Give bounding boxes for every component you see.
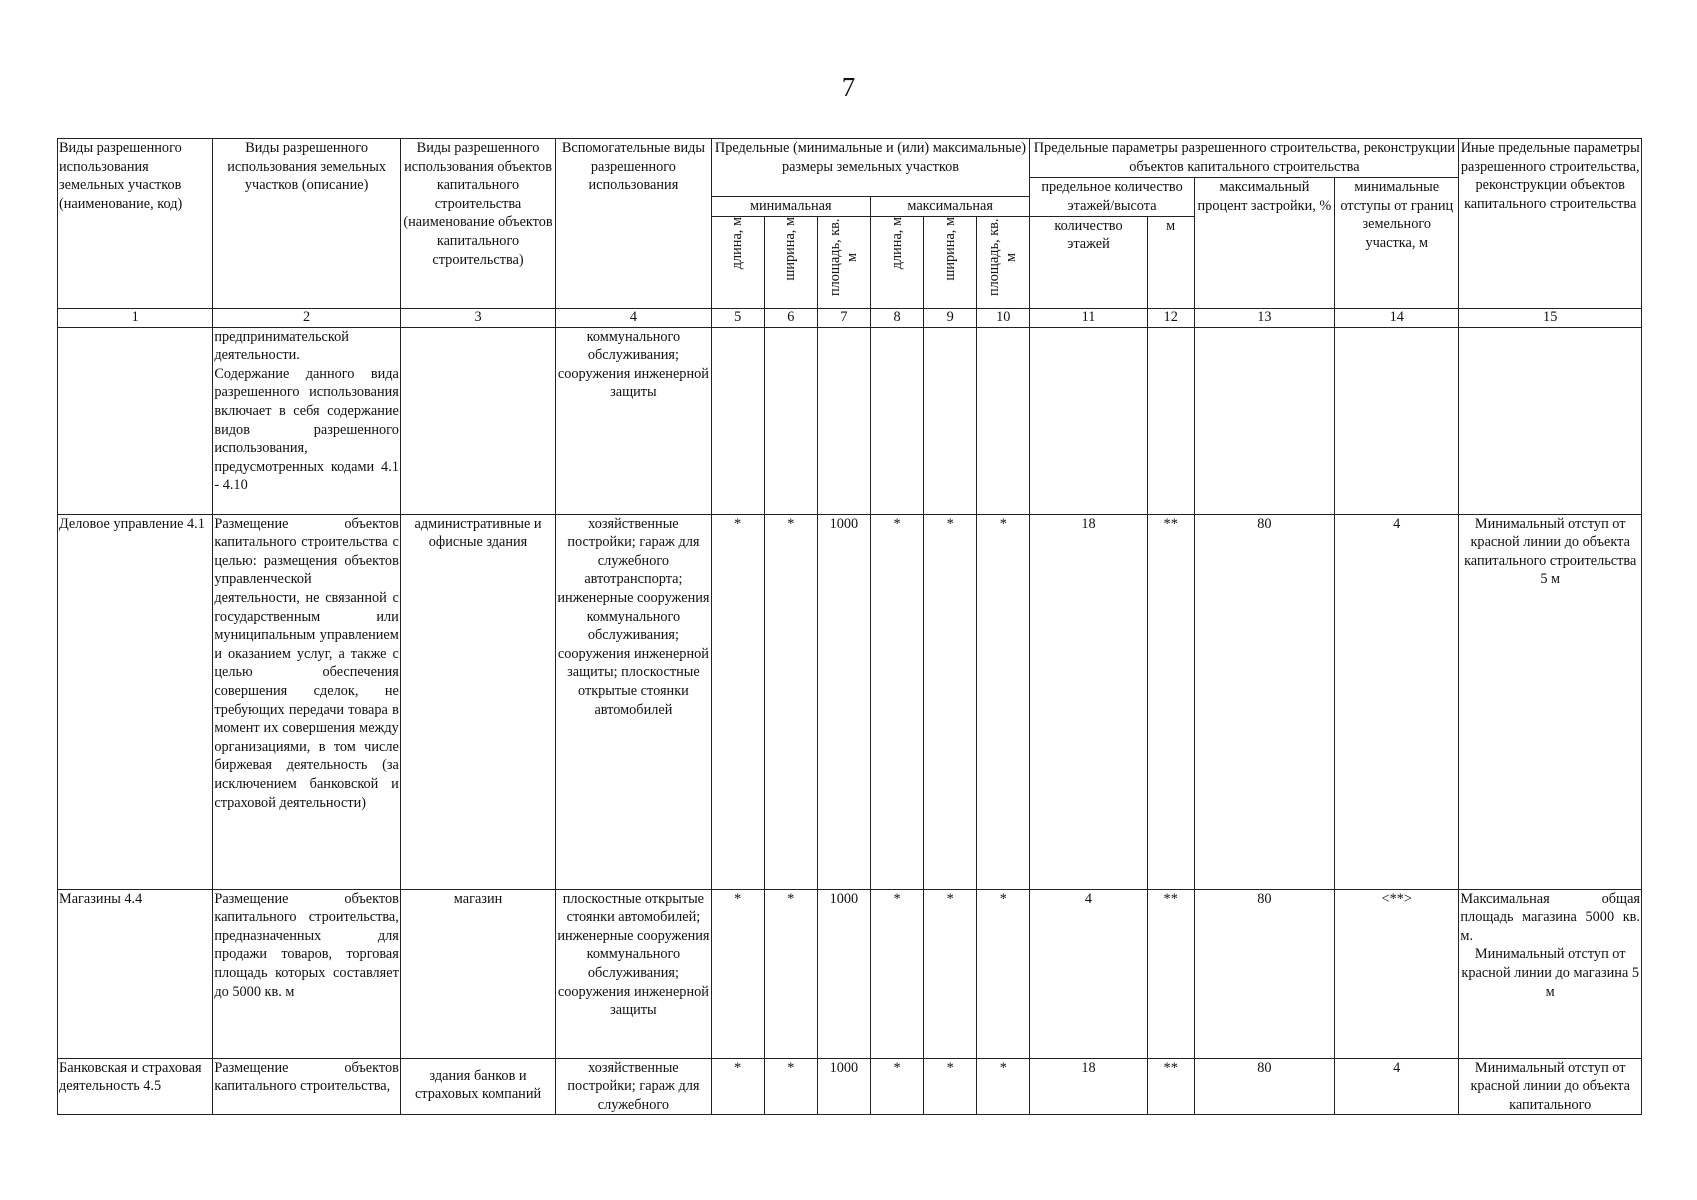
cell-value: 80 (1194, 1058, 1334, 1115)
cell-value (1335, 327, 1459, 514)
cell-value: * (711, 1058, 764, 1115)
table-row (58, 327, 1642, 514)
header-plot-size-limits: Предельные (минимальные и (или) максимальные) размеры земельных участков (711, 139, 1030, 197)
cell-objects (400, 327, 555, 514)
header-auxiliary-uses: Вспомогательные виды разрешенного использования (556, 139, 711, 309)
header-land-use-description: Виды разрешенного использования земельных участков (описание) (213, 139, 400, 309)
table-row (58, 1058, 1642, 1115)
cell-description: Размещение объектов капитального строительства, (213, 1058, 400, 1115)
cell-value: ** (1147, 889, 1194, 1058)
cell-value (1194, 327, 1334, 514)
cell-value: ** (1147, 514, 1194, 889)
header-capital-objects: Виды разрешенного использования объектов капитального строительства (наименование объектов капитального строительства) (400, 139, 555, 309)
cell-value: * (764, 514, 817, 889)
column-number: 10 (977, 308, 1030, 327)
cell-auxiliary: коммунального обслуживания; сооружения инженерной защиты (556, 327, 711, 514)
column-number: 3 (400, 308, 555, 327)
header-maximum: максимальная (870, 197, 1029, 217)
column-number: 5 (711, 308, 764, 327)
column-number: 15 (1459, 308, 1642, 327)
other-min-setback: Минимальный отступ от красной линии до магазина 5 м (1461, 946, 1640, 1000)
header-minimum: минимальная (711, 197, 870, 217)
cell-value (1147, 327, 1194, 514)
header-max-percent: максимальный процент застройки, % (1194, 178, 1334, 309)
header-construction-params: Предельные параметры разрешенного строительства, реконструкции объектов капитального строительства (1030, 139, 1459, 178)
cell-auxiliary: хозяйственные постройки; гараж для служебного (556, 1058, 711, 1115)
header-min-area: площадь, кв. м (817, 216, 870, 308)
cell-value: * (764, 1058, 817, 1115)
header-max-length: длина, м (870, 216, 923, 308)
cell-value (924, 327, 977, 514)
cell-value: * (924, 514, 977, 889)
column-numbers-row (58, 308, 1642, 327)
cell-other (1459, 889, 1642, 1058)
cell-name: Деловое управление 4.1 (58, 514, 213, 889)
cell-auxiliary: плоскостные открытые стоянки автомобилей; инженерные сооружения коммунального обслуживания; сооружения инженерной защиты (556, 889, 711, 1058)
cell-value: <**> (1335, 889, 1459, 1058)
table-row (58, 514, 1642, 889)
cell-value: * (977, 889, 1030, 1058)
column-number: 4 (556, 308, 711, 327)
column-number: 12 (1147, 308, 1194, 327)
cell-description: Размещение объектов капитального строительства, предназначенных для продажи товаров, торговая площадь которых составляет до 5000 кв. м (213, 889, 400, 1058)
cell-description: предпринимательской деятельности. Содержание данного вида разрешенного использования включает в себя содержание видов разрешенного использования, предусмотренных кодами 4.1 - 4.10 (213, 327, 400, 514)
column-number: 13 (1194, 308, 1334, 327)
header-meters: м (1147, 216, 1194, 308)
cell-other: Минимальный отступ от красной линии до объекта капитального строительства 5 м (1459, 514, 1642, 889)
header-land-use-types: Виды разрешенного использования земельных участков (наименование, код) (58, 139, 213, 309)
cell-auxiliary: хозяйственные постройки; гараж для служебного автотранспорта; инженерные сооружения коммунального обслуживания; сооружения инженерной защиты; плоскостные открытые стоянки автомобилей (556, 514, 711, 889)
cell-value: 80 (1194, 889, 1334, 1058)
other-max-area: Максимальная общая площадь магазина 5000 кв. м. (1460, 890, 1640, 944)
header-floors-height: предельное количество этажей/высота (1030, 178, 1194, 217)
cell-value (711, 327, 764, 514)
header-max-width: ширина, м (924, 216, 977, 308)
cell-value: ** (1147, 1058, 1194, 1115)
cell-value: * (924, 1058, 977, 1115)
cell-value: 4 (1335, 514, 1459, 889)
cell-objects: здания банков и страховых компаний (400, 1058, 555, 1115)
column-number: 8 (870, 308, 923, 327)
cell-value: 4 (1335, 1058, 1459, 1115)
cell-objects: магазин (400, 889, 555, 1058)
cell-value (817, 327, 870, 514)
cell-objects: административные и офисные здания (400, 514, 555, 889)
header-floors-count: количество этажей (1030, 216, 1147, 308)
column-number: 11 (1030, 308, 1147, 327)
cell-other: Минимальный отступ от красной линии до объекта капитального (1459, 1058, 1642, 1115)
cell-value: * (870, 1058, 923, 1115)
cell-value: * (870, 889, 923, 1058)
column-number: 6 (764, 308, 817, 327)
cell-value: * (764, 889, 817, 1058)
header-other-params: Иные предельные параметры разрешенного строительства, реконструкции объектов капитального строительства (1459, 139, 1642, 309)
column-number: 2 (213, 308, 400, 327)
cell-value: * (870, 514, 923, 889)
cell-value: 18 (1030, 1058, 1147, 1115)
cell-value: 1000 (817, 1058, 870, 1115)
cell-value: 80 (1194, 514, 1334, 889)
cell-value: * (977, 514, 1030, 889)
cell-description: Размещение объектов капитального строительства с целью: размещения объектов управленческой деятельности, не связанной с государственным или муниципальным управлением и оказанием услуг, а также с целью обеспечения совершения сделок, не требующих передачи товара в момент их совершения между организациями, в том числе биржевая деятельность (за исключением банковской и страховой деятельности) (213, 514, 400, 889)
cell-value: * (924, 889, 977, 1058)
table-row (58, 889, 1642, 1058)
cell-value (1030, 327, 1147, 514)
cell-name: Банковская и страховая деятельность 4.5 (58, 1058, 213, 1115)
cell-other (1459, 327, 1642, 514)
cell-value: * (711, 889, 764, 1058)
cell-value: * (711, 514, 764, 889)
header-min-width: ширина, м (764, 216, 817, 308)
column-number: 1 (58, 308, 213, 327)
header-min-length: длина, м (711, 216, 764, 308)
cell-value (870, 327, 923, 514)
cell-value (764, 327, 817, 514)
column-number: 9 (924, 308, 977, 327)
cell-value: 1000 (817, 514, 870, 889)
header-max-area: площадь, кв. м (977, 216, 1030, 308)
cell-name: Магазины 4.4 (58, 889, 213, 1058)
cell-value: * (977, 1058, 1030, 1115)
regulations-table (57, 138, 1642, 1115)
column-number: 14 (1335, 308, 1459, 327)
column-number: 7 (817, 308, 870, 327)
cell-value: 1000 (817, 889, 870, 1058)
header-min-setbacks: минимальные отступы от границ земельного участка, м (1335, 178, 1459, 309)
cell-value: 4 (1030, 889, 1147, 1058)
cell-value (977, 327, 1030, 514)
cell-value: 18 (1030, 514, 1147, 889)
page-number: 7 (841, 72, 856, 102)
header-row (58, 139, 1642, 178)
cell-name (58, 327, 213, 514)
